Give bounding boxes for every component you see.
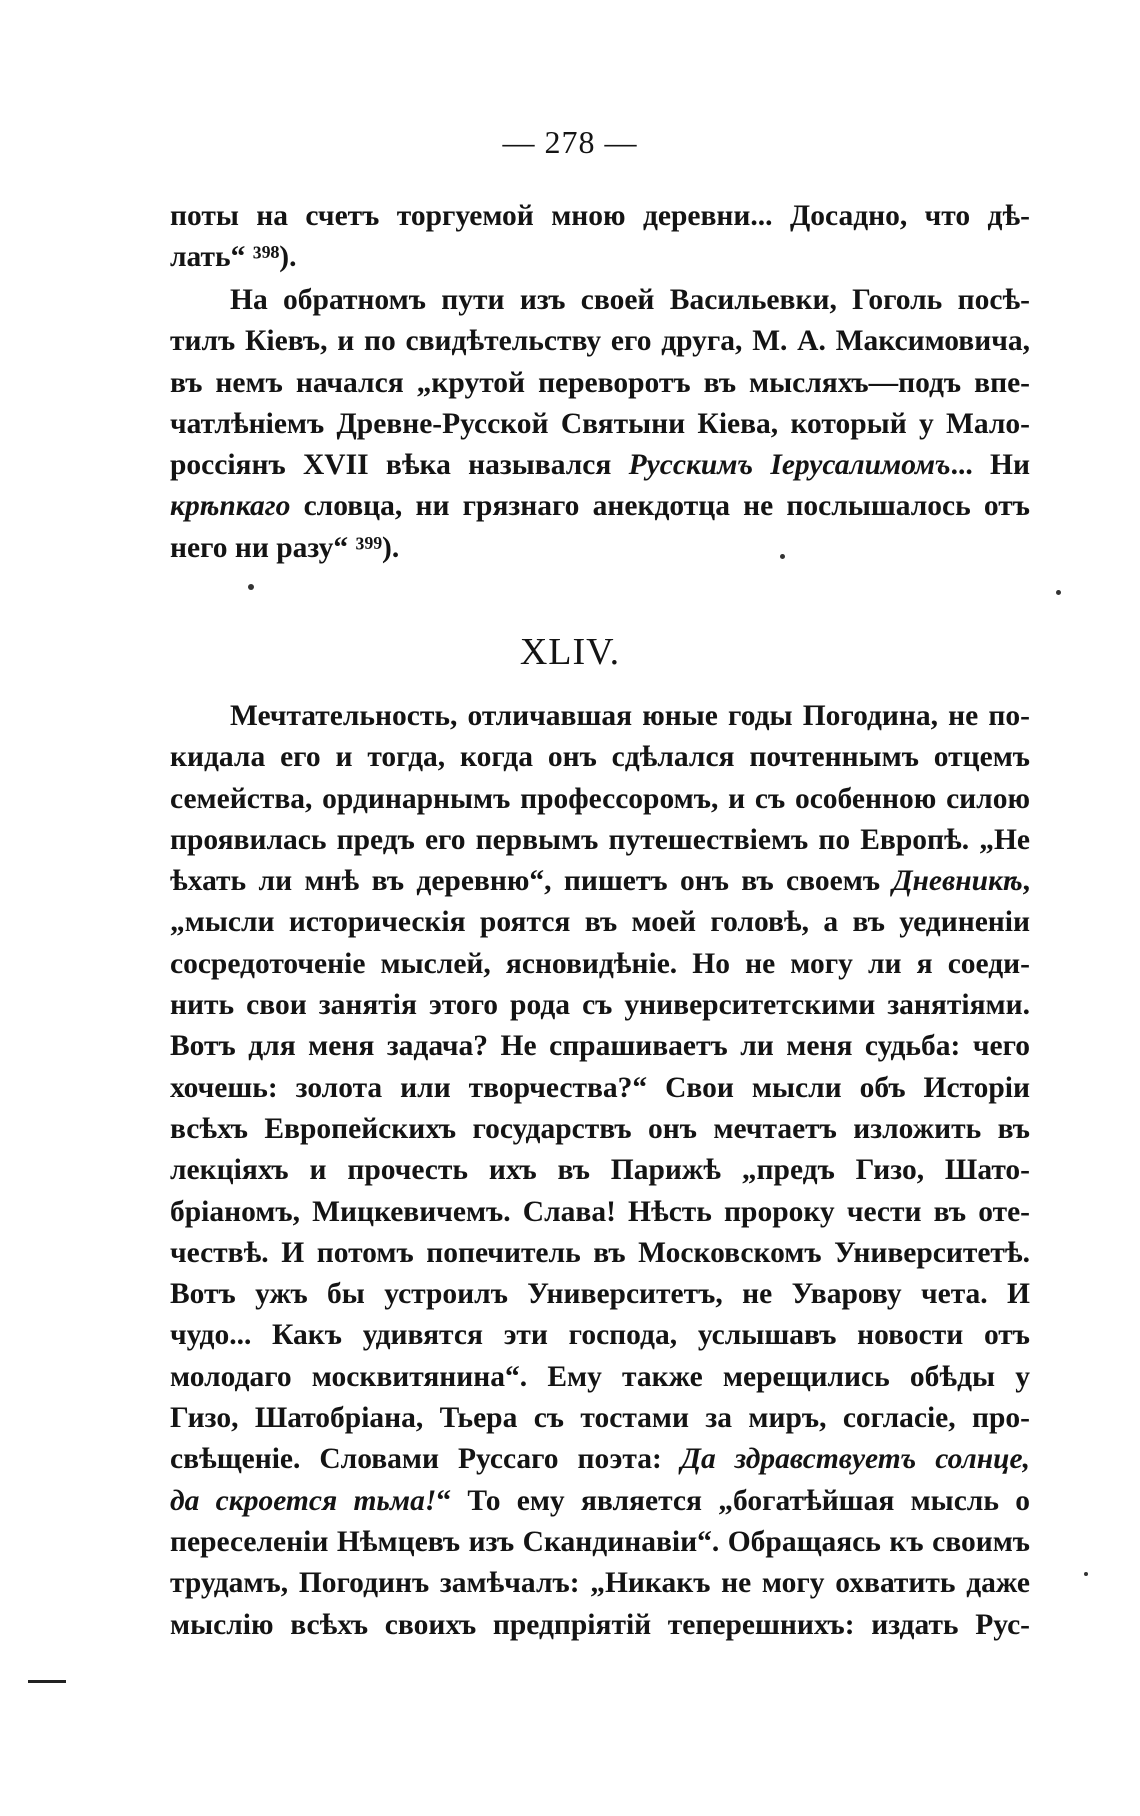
text-line: трудамъ, Погодинъ замѣчалъ: „Никакъ не могу охватить даже xyxy=(170,1567,1030,1600)
margin-rule xyxy=(28,1680,66,1683)
text-line xyxy=(170,861,1030,902)
text-line xyxy=(170,1439,1030,1480)
text-line: сосредоточеніе мыслей, ясновидѣніе. Но не могу ли я соеди- xyxy=(170,947,1030,980)
text-line: мыслію всѣхъ своихъ предпріятій теперешнихъ: издать Рус- xyxy=(170,1608,1030,1641)
text-line: „мысли историческія роятся въ моей головѣ, а въ уединеніи xyxy=(170,906,1030,939)
paragraph-pogodin xyxy=(170,696,1030,1646)
print-speck xyxy=(780,554,785,559)
paragraph-continuation xyxy=(170,196,1030,279)
text-line: чатлѣніемъ Древне-Русской Святыни Кіева, который у Мало- xyxy=(170,407,1030,440)
text-line: поты на счетъ торгуемой мною деревни... Досадно, что дѣ- xyxy=(170,200,1030,232)
text-line: Гизо, Шатобріана, Тьера съ тостами за миръ, согласіе, про- xyxy=(170,1402,1030,1435)
print-speck xyxy=(1056,590,1061,595)
text-line: лать“ ³⁹⁸). xyxy=(170,241,297,274)
text-line: тилъ Кіевъ, и по свидѣтельству его друга, М. А. Максимовича, xyxy=(170,325,1030,358)
text-line: него ни разу“ ³⁹⁹). xyxy=(170,531,400,564)
text-run: ... Ни xyxy=(950,449,1030,482)
italic-phrase: Русскимъ Іерусалимомъ xyxy=(628,449,951,482)
text-run: ѣхать ли мнѣ въ деревню“, пишетъ онъ въ своемъ xyxy=(170,865,893,898)
text-line: молодаго москвитянина“. Ему также мерещились обѣды у xyxy=(170,1360,1030,1393)
page-number: — 278 — xyxy=(502,124,638,160)
text-line: семейства, ординарнымъ профессоромъ, и съ особенною силою xyxy=(170,782,1030,815)
chapter-heading: XLIV. xyxy=(519,631,621,673)
text-line: лекціяхъ и прочесть ихъ въ Парижѣ „предъ Гизо, Шато- xyxy=(170,1154,1030,1187)
text-line: Вотъ для меня задача? Не спрашиваетъ ли меня судьба: чего xyxy=(170,1030,1030,1063)
text-run: “ То ему является „богатѣйшая мысль о xyxy=(436,1484,1030,1517)
paragraph-gogol-kiev xyxy=(170,280,1030,569)
text-run: словца, ни грязнаго анекдотца не послышалось отъ xyxy=(290,490,1030,523)
italic-phrase: Да здравствуетъ солнце, xyxy=(680,1443,1030,1476)
italic-phrase: крѣпкаго xyxy=(170,490,291,523)
text-line xyxy=(170,445,1030,486)
text-run: , xyxy=(1022,865,1030,898)
text-line: чудо... Какъ удивятся эти господа, услышавъ новости отъ xyxy=(170,1319,1030,1352)
text-line: Вотъ ужъ бы устроилъ Университетъ, не Уварову чета. И xyxy=(170,1278,1030,1311)
text-line: проявилась предъ его первымъ путешествіемъ по Европѣ. „Не xyxy=(170,823,1030,856)
italic-phrase: Дневникѣ xyxy=(892,865,1023,898)
text-line: кидала его и тогда, когда онъ сдѣлался почтеннымъ отцемъ xyxy=(170,741,1030,774)
text-line: всѣхъ Европейскихъ государствъ онъ мечтаетъ изложить въ xyxy=(170,1112,1030,1145)
text-line xyxy=(170,486,1030,527)
print-speck xyxy=(248,584,254,590)
text-line: Мечтательность, отличавшая юные годы Погодина, не по- xyxy=(230,700,1030,732)
print-speck xyxy=(1084,1572,1088,1576)
text-line: бріаномъ, Мицкевичемъ. Слава! Нѣсть пророку чести въ оте- xyxy=(170,1195,1030,1228)
text-line: нить свои занятія этого рода съ университетскими занятіями. xyxy=(170,989,1030,1022)
italic-phrase: да скроется тьма! xyxy=(170,1484,437,1517)
text-line: чествѣ. И потомъ попечитель въ Московскомъ Университетѣ. xyxy=(170,1236,1030,1269)
text-line: переселеніи Нѣмцевъ изъ Скандинавіи“. Обращаясь къ своимъ xyxy=(170,1525,1030,1558)
text-line: хочешь: золота или творчества?“ Свои мысли объ Исторіи xyxy=(170,1071,1030,1104)
text-line: На обратномъ пути изъ своей Васильевки, Гоголь посѣ- xyxy=(230,284,1030,316)
text-line xyxy=(170,1481,1030,1522)
text-run: россіянъ XVII вѣка назывался xyxy=(170,449,629,482)
text-run: свѣщеніе. Словами Руссаго поэта: xyxy=(170,1443,681,1476)
text-line: въ немъ начался „крутой переворотъ въ мысляхъ—подъ впе- xyxy=(170,366,1030,399)
